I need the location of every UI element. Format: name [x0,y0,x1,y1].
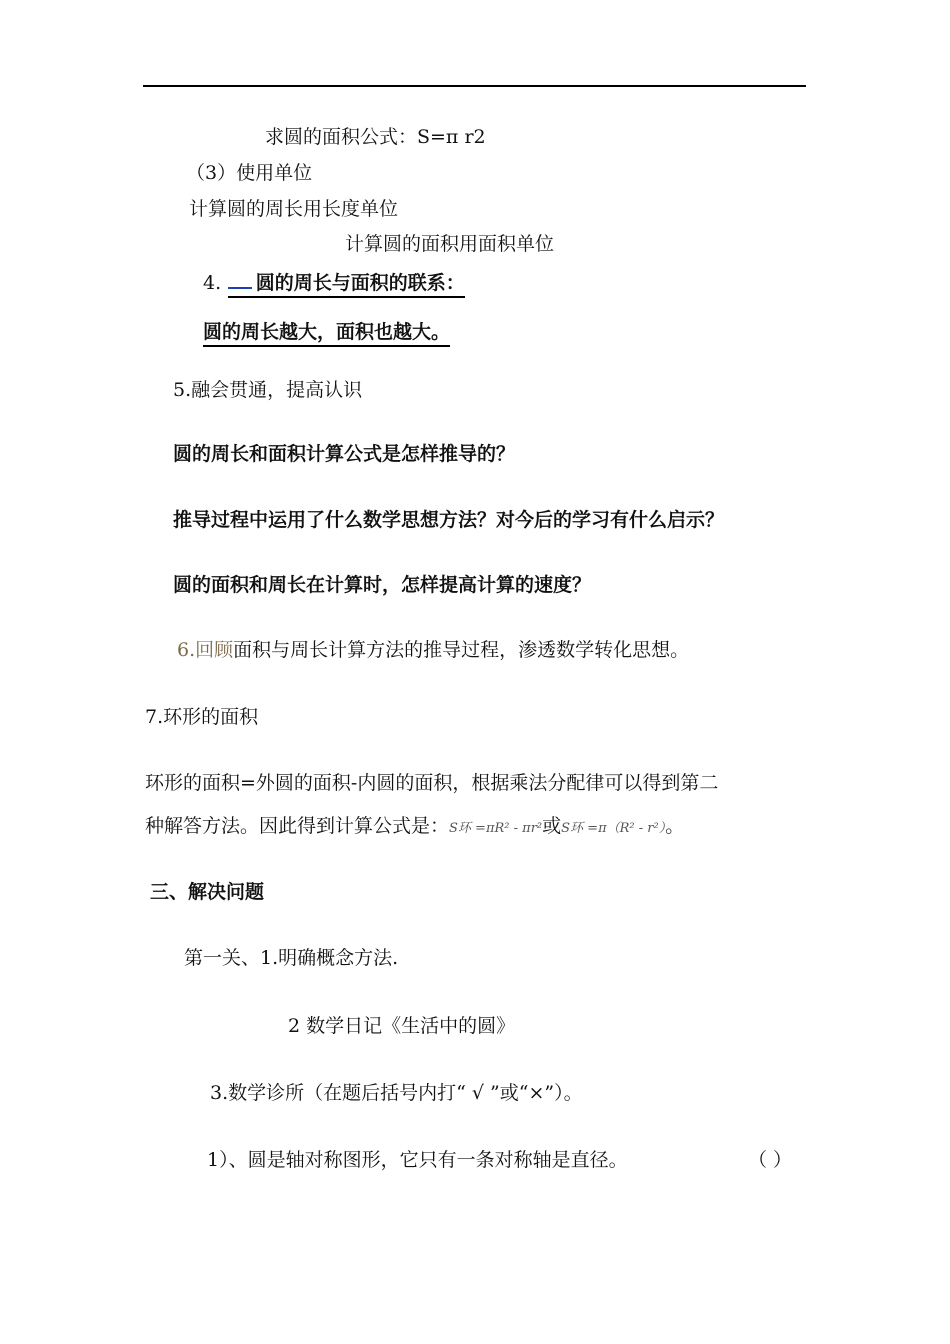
question-2: 推导过程中运用了什么数学思想方法？对今后的学习有什么启示？ [173,509,725,531]
ring-end: 。 [665,815,685,837]
underline-stub [228,287,252,289]
link-number: 4. [203,272,222,294]
math-clinic-line: 3.数学诊所（在题后括号内打“ √ ”或“×”）。 [210,1082,583,1104]
units-heading: （3）使用单位 [186,162,313,184]
ring-paragraph-line1: 环形的面积=外圆的面积-内圆的面积，根据乘法分配律可以得到第二 [145,772,719,794]
ring-heading: 7.环形的面积 [145,706,259,728]
section-3-heading: 三、解决问题 [150,881,265,903]
clinic-item-1: 1）、圆是轴对称图形，它只有一条对称轴是直径。 [207,1149,628,1171]
review-prefix: 6.回顾 [177,639,234,661]
question-1: 圆的周长和面积计算公式是怎样推导的？ [173,443,516,465]
ring-line2-start: 种解答方法。因此得到计算公式是： [145,815,450,837]
link-title: 圆的周长与面积的联系： [255,272,465,294]
ring-formula-2: S环 =π（R² - r²） [561,821,666,836]
review-line [177,637,689,663]
math-diary-line: 2 数学日记《生活中的圆》 [288,1015,516,1037]
area-formula-line: 求圆的面积公式：S=π r2 [265,126,486,148]
link-heading [203,270,465,296]
ring-paragraph-line2 [145,813,684,842]
header-rule [143,85,806,87]
question-3: 圆的面积和周长在计算时，怎样提高计算的速度？ [173,574,592,596]
circumference-units-line: 计算圆的周长用长度单位 [189,198,399,220]
link-statement [203,319,450,345]
level-1-line: 第一关、1.明确概念方法. [184,947,399,969]
link-statement-text: 圆的周长越大，面积也越大。 [203,321,450,347]
review-rest: 面积与周长计算方法的推导过程，渗透数学转化思想。 [233,639,690,661]
answer-bracket[interactable]: （ ） [748,1149,793,1171]
area-units-line: 计算圆的面积用面积单位 [345,233,555,255]
ring-formula-1: S环 =πR² - πr² [449,821,543,836]
integrate-heading: 5.融会贯通，提高认识 [173,379,363,401]
ring-or: 或 [542,815,562,837]
